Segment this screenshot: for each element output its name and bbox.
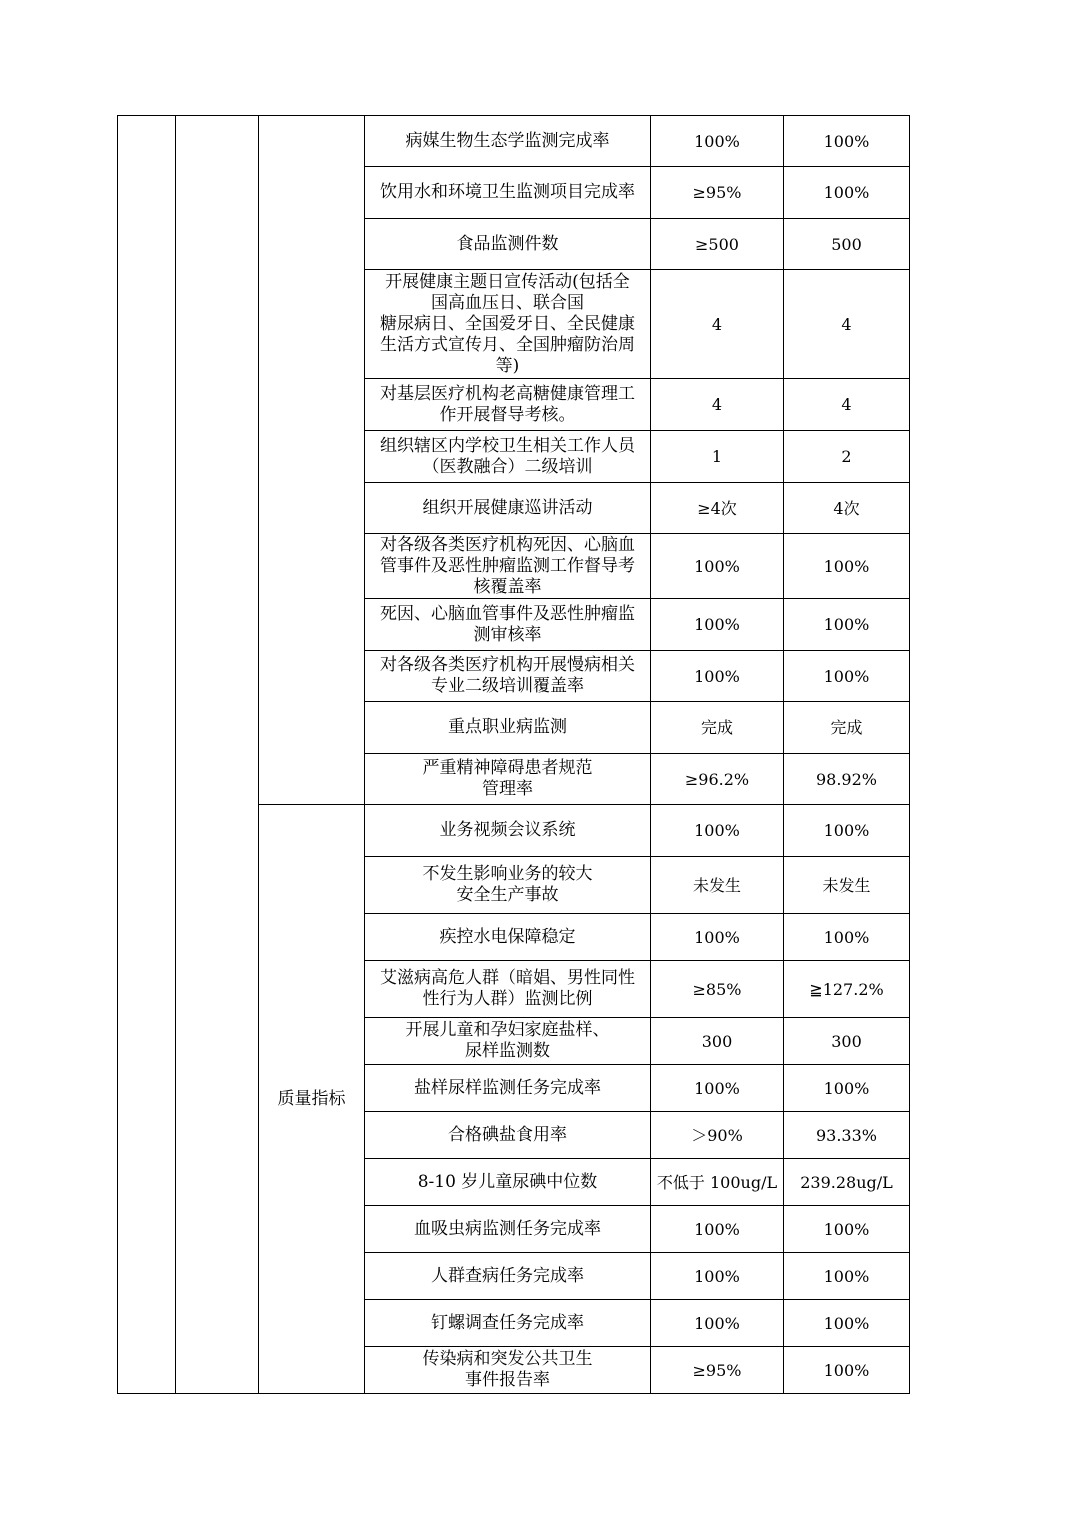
actual-value-cell: 完成 (784, 702, 910, 754)
actual-value-cell: 100% (784, 1347, 910, 1394)
actual-value-cell: 4次 (784, 483, 910, 534)
actual-value-cell: 100% (784, 651, 910, 702)
indicator-cell: 饮用水和环境卫生监测项目完成率 (365, 167, 651, 219)
blank-subcategory-cell (259, 116, 365, 805)
actual-value-cell: 100% (784, 805, 910, 857)
indicator-cell: 对各级各类医疗机构死因、心脑血 管事件及恶性肿瘤监测工作督导考 核覆盖率 (365, 534, 651, 599)
indicator-cell: 不发生影响业务的较大 安全生产事故 (365, 857, 651, 914)
actual-value-cell: 4 (784, 379, 910, 431)
indicator-cell: 传染病和突发公共卫生 事件报告率 (365, 1347, 651, 1394)
target-value-cell: 100% (651, 1253, 784, 1300)
indicator-cell: 病媒生物生态学监测完成率 (365, 116, 651, 167)
actual-value-cell: 100% (784, 1300, 910, 1347)
target-value-cell: 300 (651, 1018, 784, 1065)
target-value-cell: 100% (651, 599, 784, 651)
indicator-cell: 艾滋病高危人群（暗娼、男性同性 性行为人群）监测比例 (365, 961, 651, 1018)
actual-value-cell: 100% (784, 1253, 910, 1300)
table-row (118, 116, 910, 167)
actual-value-cell: 93.33% (784, 1112, 910, 1159)
indicator-cell: 疾控水电保障稳定 (365, 914, 651, 961)
target-value-cell: ≥95% (651, 1347, 784, 1394)
blank-category-cell-1 (118, 116, 176, 1394)
indicator-cell: 人群查病任务完成率 (365, 1253, 651, 1300)
actual-value-cell: 未发生 (784, 857, 910, 914)
actual-value-cell: 98.92% (784, 754, 910, 805)
target-value-cell: 完成 (651, 702, 784, 754)
indicator-cell: 对基层医疗机构老高糖健康管理工 作开展督导考核。 (365, 379, 651, 431)
target-value-cell: 4 (651, 379, 784, 431)
target-value-cell: 100% (651, 116, 784, 167)
actual-value-cell: 100% (784, 116, 910, 167)
target-value-cell: 100% (651, 651, 784, 702)
target-value-cell: 不低于 100ug/L (651, 1159, 784, 1206)
indicator-cell: 8-10 岁儿童尿碘中位数 (365, 1159, 651, 1206)
target-value-cell: ≥500 (651, 219, 784, 270)
actual-value-cell: 100% (784, 1065, 910, 1112)
indicator-cell: 组织开展健康巡讲活动 (365, 483, 651, 534)
actual-value-cell: 239.28ug/L (784, 1159, 910, 1206)
actual-value-cell: ≧127.2% (784, 961, 910, 1018)
indicator-cell: 死因、心脑血管事件及恶性肿瘤监 测审核率 (365, 599, 651, 651)
target-value-cell: 100% (651, 1300, 784, 1347)
actual-value-cell: 4 (784, 270, 910, 379)
actual-value-cell: 100% (784, 599, 910, 651)
indicator-cell: 盐样尿样监测任务完成率 (365, 1065, 651, 1112)
target-value-cell: 4 (651, 270, 784, 379)
indicator-cell: 重点职业病监测 (365, 702, 651, 754)
target-value-cell: ≥85% (651, 961, 784, 1018)
actual-value-cell: 100% (784, 167, 910, 219)
target-value-cell: 100% (651, 914, 784, 961)
indicator-cell: 业务视频会议系统 (365, 805, 651, 857)
indicator-cell: 严重精神障碍患者规范 管理率 (365, 754, 651, 805)
indicator-cell: 钉螺调查任务完成率 (365, 1300, 651, 1347)
target-value-cell: 1 (651, 431, 784, 483)
actual-value-cell: 100% (784, 914, 910, 961)
actual-value-cell: 500 (784, 219, 910, 270)
indicator-cell: 血吸虫病监测任务完成率 (365, 1206, 651, 1253)
indicator-cell: 对各级各类医疗机构开展慢病相关 专业二级培训覆盖率 (365, 651, 651, 702)
actual-value-cell: 300 (784, 1018, 910, 1065)
actual-value-cell: 100% (784, 1206, 910, 1253)
target-value-cell: ＞90% (651, 1112, 784, 1159)
performance-indicator-table (117, 115, 910, 1394)
blank-category-cell-2 (176, 116, 259, 1394)
indicator-cell: 食品监测件数 (365, 219, 651, 270)
indicator-cell: 组织辖区内学校卫生相关工作人员 （医教融合）二级培训 (365, 431, 651, 483)
actual-value-cell: 2 (784, 431, 910, 483)
indicator-cell: 合格碘盐食用率 (365, 1112, 651, 1159)
target-value-cell: 100% (651, 1206, 784, 1253)
target-value-cell: ≥4次 (651, 483, 784, 534)
target-value-cell: 100% (651, 1065, 784, 1112)
target-value-cell: 100% (651, 805, 784, 857)
indicator-cell: 开展健康主题日宣传活动(包括全 国高血压日、联合国 糖尿病日、全国爱牙日、全民健康 生活方式宣传月、全国肿瘤防治周 等) (365, 270, 651, 379)
target-value-cell: ≥96.2% (651, 754, 784, 805)
quality-indicator-category: 质量指标 (259, 805, 365, 1394)
actual-value-cell: 100% (784, 534, 910, 599)
target-value-cell: 未发生 (651, 857, 784, 914)
target-value-cell: 100% (651, 534, 784, 599)
target-value-cell: ≥95% (651, 167, 784, 219)
indicator-cell: 开展儿童和孕妇家庭盐样、 尿样监测数 (365, 1018, 651, 1065)
